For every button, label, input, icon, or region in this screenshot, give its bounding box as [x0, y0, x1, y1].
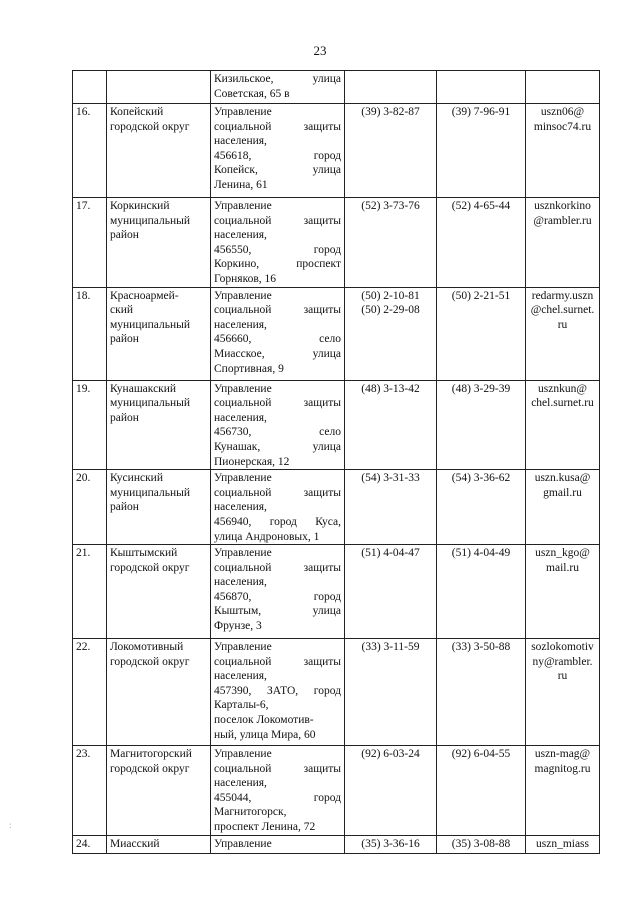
row-number: 21. [73, 545, 107, 639]
municipality-name-line: муниципальный [110, 214, 191, 227]
address-line [214, 199, 341, 214]
municipality-name-line: Кыштымский [110, 547, 178, 560]
address-line [214, 546, 341, 561]
email-address-line: magnitog.ru [534, 762, 591, 775]
address-line [214, 655, 341, 670]
address-line [214, 362, 341, 377]
email-address [526, 470, 600, 545]
address-line [214, 163, 341, 178]
fax-number-line: (51) 4-04-49 [451, 547, 511, 560]
address-word: 456618, [214, 149, 252, 162]
fax-number [437, 639, 526, 746]
phone-number [345, 287, 437, 380]
email-address-line: uszn-mag@ [534, 748, 591, 761]
address-line [214, 105, 341, 120]
row-number: 22. [73, 639, 107, 746]
email-address [526, 639, 600, 746]
phone-number [345, 71, 437, 104]
municipality-name-line: муниципальный [110, 486, 191, 499]
fax-number [437, 470, 526, 545]
address-word: Коркино, [214, 258, 260, 271]
fax-number [437, 104, 526, 198]
margin-mark: : [9, 820, 12, 830]
address-word: Кунашак, [214, 440, 261, 453]
table-row [73, 71, 600, 104]
fax-number [437, 287, 526, 380]
municipality-name-line: Красноармей- [110, 289, 179, 302]
email-address-line: @chel.surnet. [530, 304, 595, 317]
address-word: улица [312, 440, 341, 453]
table-row [73, 835, 600, 853]
table-row [73, 746, 600, 836]
fax-number [437, 71, 526, 104]
row-number: 18. [73, 287, 107, 380]
municipality-name-line: район [110, 411, 139, 424]
email-address-line: redarmy.uszn [531, 289, 594, 302]
address-word: ный, улица Мира, 60 [214, 728, 316, 741]
fax-number-line: (33) 3-50-88 [451, 641, 511, 654]
municipality-name [107, 287, 211, 380]
office-address [211, 380, 345, 470]
address-line [214, 382, 341, 397]
address-word: населения, [214, 411, 267, 424]
address-word: защиты [303, 762, 341, 775]
address-word: поселок Локомотив- [214, 714, 314, 727]
address-line [214, 272, 341, 287]
email-address-line: uszn_miass [535, 837, 590, 850]
email-address [526, 287, 600, 380]
address-word: Карталы-6, [214, 699, 269, 712]
address-line [214, 72, 341, 87]
address-word: 455044, [214, 791, 252, 804]
address-word: Куса, [315, 515, 341, 528]
address-word: защиты [303, 561, 341, 574]
email-address-line: uszn06@ [540, 106, 585, 118]
office-address [211, 545, 345, 639]
municipality-name-line: Миасский [110, 837, 160, 850]
address-word: Управление [214, 200, 272, 212]
address-word: 456660, [214, 333, 252, 346]
address-word: социальной [214, 486, 272, 499]
row-number: 17. [73, 198, 107, 288]
row-number [73, 71, 107, 104]
address-word: ЗАТО, [267, 684, 299, 697]
address-line [214, 257, 341, 272]
address-line [214, 728, 341, 743]
email-address-line: uszn_kgo@ [535, 547, 590, 560]
phone-number-line: (50) 2-10-81 [361, 289, 420, 302]
fax-number-line: (52) 4-65-44 [451, 200, 511, 212]
address-line [214, 332, 341, 347]
address-line [214, 640, 341, 655]
address-line [214, 303, 341, 318]
phone-number [345, 639, 437, 746]
address-line [214, 500, 341, 515]
address-word: Управление [214, 641, 272, 654]
address-line [214, 762, 341, 777]
phone-number-line: (92) 6-03-24 [361, 748, 420, 761]
page-number: 23 [313, 43, 327, 58]
address-word: населения, [214, 135, 267, 148]
municipality-name [107, 71, 211, 104]
phone-number [345, 104, 437, 198]
table-row [73, 380, 600, 470]
fax-number-line: (39) 7-96-91 [451, 106, 511, 118]
address-word: социальной [214, 304, 272, 317]
address-line [214, 837, 341, 852]
address-word: населения, [214, 576, 267, 589]
address-word: Управление [214, 106, 272, 118]
address-word: улица [312, 164, 341, 177]
address-line [214, 698, 341, 713]
address-word: улица [312, 605, 341, 618]
phone-number-line: (54) 3-31-33 [361, 472, 420, 485]
address-word: социальной [214, 561, 272, 574]
address-line [214, 455, 341, 470]
address-line [214, 776, 341, 791]
municipality-name-line: муниципальный [110, 397, 191, 410]
fax-number [437, 746, 526, 836]
fax-number [437, 835, 526, 853]
phone-number [345, 545, 437, 639]
phone-number [345, 198, 437, 288]
municipality-name [107, 545, 211, 639]
address-word: Советская, 65 в [214, 87, 290, 100]
email-address-line: sozlokomotiv [531, 641, 594, 654]
municipality-name-line: район [110, 333, 139, 346]
fax-number [437, 380, 526, 470]
email-address-line: mail.ru [546, 561, 579, 574]
address-word: защиты [303, 214, 341, 227]
address-line [214, 530, 341, 545]
municipality-name-line: район [110, 501, 139, 514]
address-word: населения, [214, 670, 267, 683]
row-number: 24. [73, 835, 107, 853]
municipality-name-line: ский [110, 304, 133, 317]
email-address-line: gmail.ru [543, 486, 582, 499]
address-line [214, 425, 341, 440]
phone-number [345, 835, 437, 853]
address-line [214, 120, 341, 135]
address-word: город [313, 149, 341, 162]
office-address [211, 835, 345, 853]
fax-number [437, 198, 526, 288]
email-address-line: usznkun@ [538, 382, 587, 395]
address-word: населения, [214, 229, 267, 242]
address-word: 457390, [214, 684, 252, 697]
address-line [214, 318, 341, 333]
address-word: защиты [303, 397, 341, 410]
table-row [73, 470, 600, 545]
email-address-line: uszn.kusa@ [534, 472, 591, 485]
fax-number-line: (35) 3-08-88 [451, 837, 511, 850]
address-line [214, 228, 341, 243]
address-line [214, 134, 341, 149]
municipality-name-line: Копейский [110, 106, 164, 118]
address-word: Горняков, 16 [214, 272, 277, 285]
address-word: защиты [303, 304, 341, 317]
address-word: Кизильское, [214, 73, 274, 85]
address-word: Фрунзе, 3 [214, 620, 262, 633]
email-address-line: ny@rambler. [532, 655, 593, 668]
phone-number-line: (35) 3-36-16 [361, 837, 420, 850]
municipality-name [107, 746, 211, 836]
address-word: 456550, [214, 243, 252, 256]
address-word: социальной [214, 214, 272, 227]
address-word: населения, [214, 318, 267, 331]
address-word: социальной [214, 120, 272, 133]
address-word: село [319, 426, 341, 439]
phone-number-line: (33) 3-11-59 [361, 641, 420, 654]
office-address [211, 287, 345, 380]
address-line [214, 820, 341, 835]
municipality-name-line: Кусинский [110, 472, 163, 485]
address-word: защиты [303, 120, 341, 133]
address-word: город [313, 791, 341, 804]
email-address [526, 545, 600, 639]
email-address-line: minsoc74.ru [533, 120, 592, 133]
office-address [211, 198, 345, 288]
municipality-name-line: муниципальный [110, 318, 191, 331]
office-address [211, 71, 345, 104]
office-address [211, 470, 345, 545]
address-word: проспект Ленина, 72 [214, 821, 316, 834]
address-word: улица [312, 347, 341, 360]
municipality-name [107, 835, 211, 853]
office-address [211, 104, 345, 198]
table-row [73, 287, 600, 380]
address-word: населения, [214, 777, 267, 790]
address-line [214, 791, 341, 806]
address-word: улица [312, 73, 341, 85]
municipality-name-line: городской округ [110, 561, 190, 574]
address-line [214, 575, 341, 590]
phone-number-line: (52) 3-73-76 [361, 200, 420, 212]
address-word: проспект [296, 258, 341, 271]
address-word: Управление [214, 289, 272, 302]
address-word: социальной [214, 762, 272, 775]
address-line [214, 87, 341, 102]
municipality-name [107, 198, 211, 288]
address-line [214, 713, 341, 728]
row-number: 20. [73, 470, 107, 545]
phone-number-line: (50) 2-29-08 [361, 304, 420, 317]
phone-number [345, 470, 437, 545]
address-word: Кыштым, [214, 605, 262, 618]
address-line [214, 590, 341, 605]
address-line [214, 604, 341, 619]
address-line [214, 347, 341, 362]
email-address-line: chel.surnet.ru [531, 397, 594, 410]
municipality-name-line: городской округ [110, 655, 190, 668]
municipality-name-line: городской округ [110, 762, 190, 775]
address-line [214, 805, 341, 820]
address-line [214, 411, 341, 426]
address-line [214, 684, 341, 699]
address-word: Спортивная, 9 [214, 362, 284, 375]
address-line [214, 561, 341, 576]
address-word: 456730, [214, 426, 252, 439]
email-address-line: @rambler.ru [533, 214, 592, 227]
fax-number-line: (48) 3-29-39 [451, 382, 511, 395]
address-word: Управление [214, 472, 272, 485]
address-word: защиты [303, 655, 341, 668]
email-address-line: ru [557, 318, 568, 331]
address-line [214, 515, 341, 530]
phone-number [345, 746, 437, 836]
address-line [214, 669, 341, 684]
address-word: Пионерская, 12 [214, 455, 290, 468]
address-word: Копейск, [214, 164, 258, 177]
table-row [73, 198, 600, 288]
address-word: социальной [214, 397, 272, 410]
row-number: 23. [73, 746, 107, 836]
email-address-line: ru [557, 670, 568, 683]
municipality-name [107, 639, 211, 746]
address-line [214, 747, 341, 762]
address-word: 456870, [214, 590, 252, 603]
address-word: населения, [214, 501, 267, 514]
address-line [214, 471, 341, 486]
table-row [73, 639, 600, 746]
address-line [214, 243, 341, 258]
office-address [211, 746, 345, 836]
address-word: город [313, 590, 341, 603]
email-address [526, 198, 600, 288]
address-line [214, 289, 341, 304]
table-row [73, 545, 600, 639]
address-line [214, 486, 341, 501]
municipality-name [107, 380, 211, 470]
address-word: улица Андроновых, 1 [214, 530, 320, 543]
address-line [214, 178, 341, 193]
email-address [526, 746, 600, 836]
email-address-line: usznkorkino [534, 200, 591, 212]
office-address [211, 639, 345, 746]
address-word: Миасское, [214, 347, 265, 360]
fax-number-line: (50) 2-21-51 [451, 289, 511, 302]
municipality-name [107, 470, 211, 545]
phone-number-line: (51) 4-04-47 [361, 547, 420, 560]
municipality-name-line: Кунашакский [110, 382, 177, 395]
address-word: социальной [214, 655, 272, 668]
address-line [214, 619, 341, 634]
fax-number-line: (54) 3-36-62 [451, 472, 511, 485]
municipality-name-line: Магнитогорский [110, 748, 192, 761]
address-word: село [319, 333, 341, 346]
municipality-name-line: Локомотивный [110, 641, 184, 654]
email-address [526, 71, 600, 104]
email-address [526, 104, 600, 198]
row-number: 16. [73, 104, 107, 198]
municipality-name [107, 104, 211, 198]
address-word: город [269, 515, 297, 528]
address-word: город [313, 684, 341, 697]
email-address [526, 835, 600, 853]
municipality-name-line: Коркинский [110, 200, 170, 212]
phone-number [345, 380, 437, 470]
municipality-name-line: район [110, 229, 139, 242]
row-number: 19. [73, 380, 107, 470]
address-word: Управление [214, 837, 272, 850]
address-word: Магнитогорск, [214, 806, 287, 819]
address-line [214, 214, 341, 229]
email-address [526, 380, 600, 470]
address-line [214, 149, 341, 164]
address-word: Ленина, 61 [214, 178, 268, 191]
address-word: Управление [214, 547, 272, 560]
address-word: Управление [214, 382, 272, 395]
municipality-name-line: городской округ [110, 120, 190, 133]
phone-number-line: (39) 3-82-87 [361, 106, 420, 118]
social-protection-offices-table [72, 70, 600, 854]
fax-number-line: (92) 6-04-55 [451, 748, 511, 761]
table-row [73, 104, 600, 198]
address-line [214, 396, 341, 411]
address-word: Управление [214, 748, 272, 761]
address-line [214, 440, 341, 455]
address-word: 456940, [214, 515, 252, 528]
address-word: защиты [303, 486, 341, 499]
fax-number [437, 545, 526, 639]
address-word: город [313, 243, 341, 256]
phone-number-line: (48) 3-13-42 [361, 382, 420, 395]
